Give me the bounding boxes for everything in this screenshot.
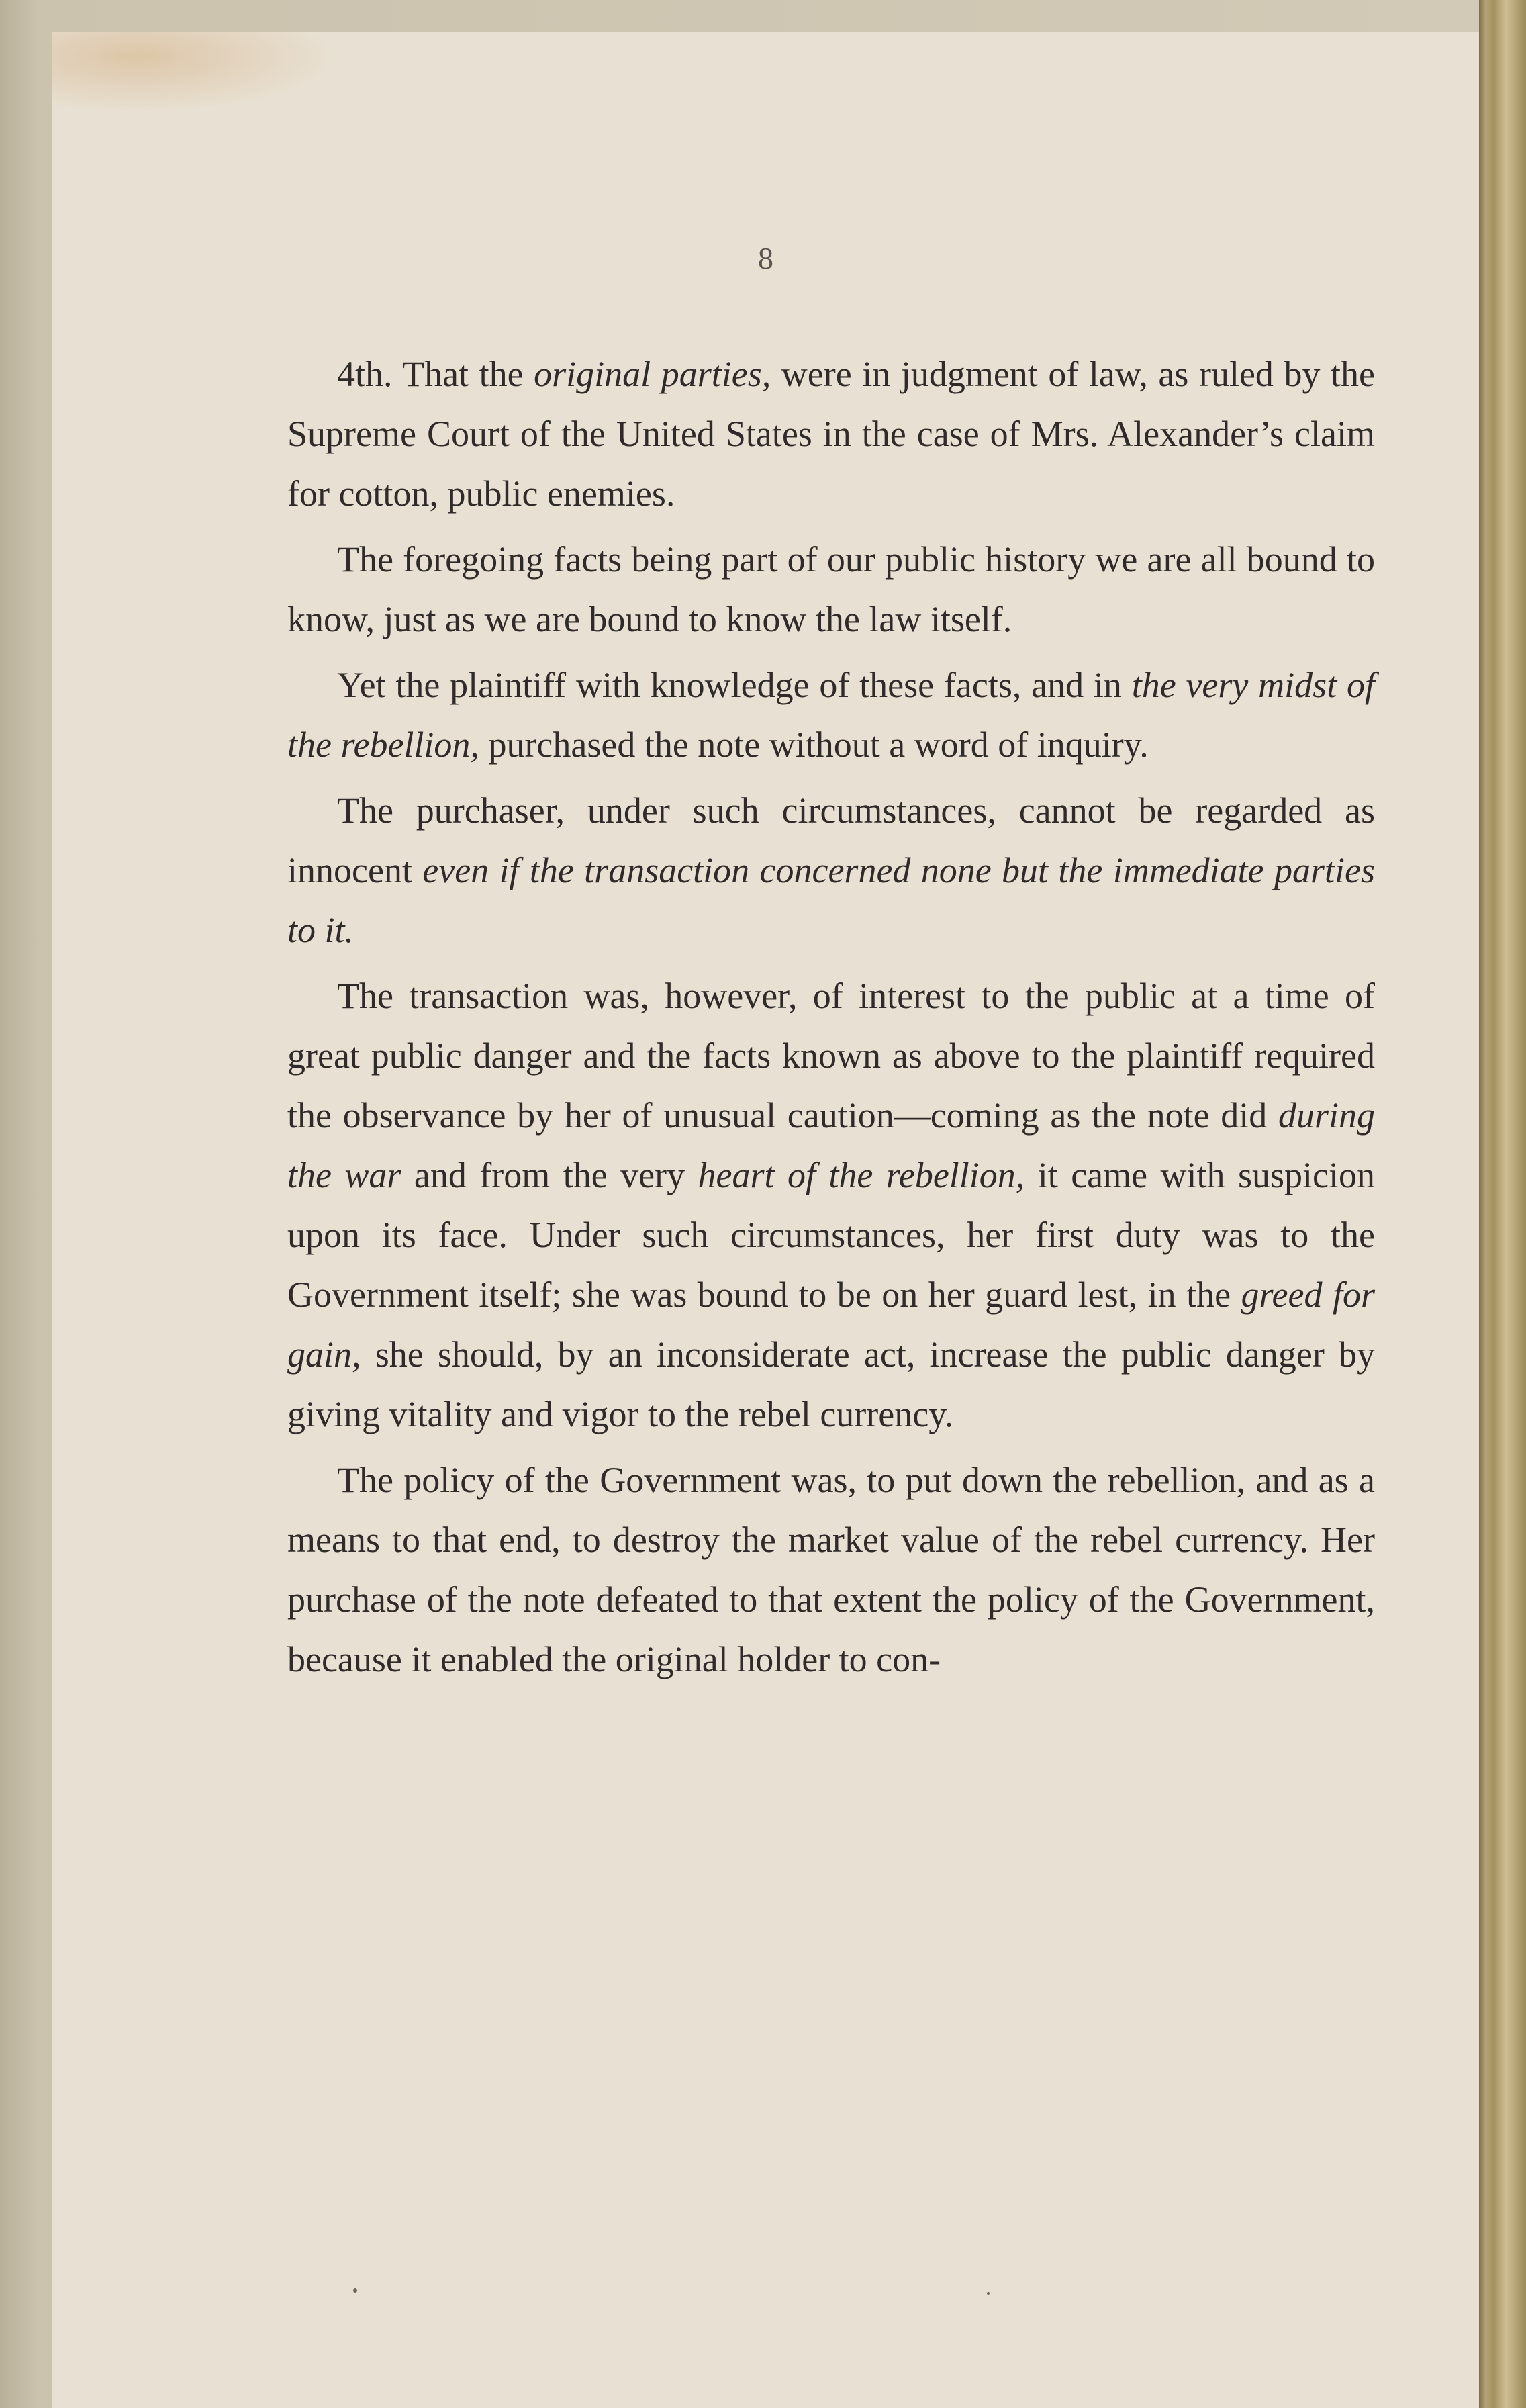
paragraph — [287, 655, 1375, 775]
text-run: The foregoing facts being part of our public history we are all bound to know, just as we are bound to know the law itself. — [287, 539, 1375, 639]
paragraph — [287, 1450, 1375, 1689]
text-run: and from the very — [401, 1155, 698, 1195]
ink-speck — [353, 2288, 357, 2293]
paragraph — [287, 530, 1375, 649]
italic-run: greed for gain, — [287, 1275, 1375, 1375]
text-run: she should, by an inconsiderate act, increase the public danger by giving vitality and vigor to the rebel currency. — [287, 1334, 1375, 1434]
text-run: 4th. That the — [337, 354, 534, 394]
italic-run: heart of the rebellion, — [698, 1155, 1025, 1195]
italic-run: even if the transaction concerned none but the immediate parties to it. — [287, 850, 1375, 950]
italic-run: the very midst of the rebellion, — [287, 665, 1375, 765]
book-spine-edge — [1479, 0, 1526, 2408]
text-run: The transaction was, however, of interest to the public at a time of great public danger and the facts known as above to the plaintiff required the observance by her of unusual caution—coming as the note did — [287, 976, 1375, 1136]
document-page — [52, 32, 1479, 2408]
ink-speck — [987, 2292, 990, 2295]
text-run: purchased the note without a word of inquiry. — [479, 725, 1149, 765]
italic-run: original parties, — [534, 354, 771, 394]
body-text — [287, 344, 1375, 1696]
italic-run: during the war — [287, 1095, 1375, 1195]
paragraph — [287, 344, 1375, 524]
paragraph — [287, 966, 1375, 1444]
text-run: it came with suspicion upon its face. Under such circumstances, her first duty was to the Government itself; she was bound to be on her guard lest, in the — [287, 1155, 1375, 1315]
paragraph — [287, 781, 1375, 960]
page-number: 8 — [758, 241, 773, 275]
text-run: The policy of the Government was, to put down the rebellion, and as a means to that end, to destroy the market value of the rebel currency. Her purchase of the note defeated to that extent the policy of the Government, because it enabled the original holder to con- — [287, 1460, 1375, 1679]
text-run: Yet the plaintiff with knowledge of these facts, and in — [337, 665, 1132, 705]
text-run: were in judgment of law, as ruled by the Supreme Court of the United States in the case of Mrs. Alexander’s claim for cotton, public enemies. — [287, 354, 1375, 514]
text-run: The purchaser, under such circumstances, cannot be regarded as innocent — [287, 790, 1375, 890]
